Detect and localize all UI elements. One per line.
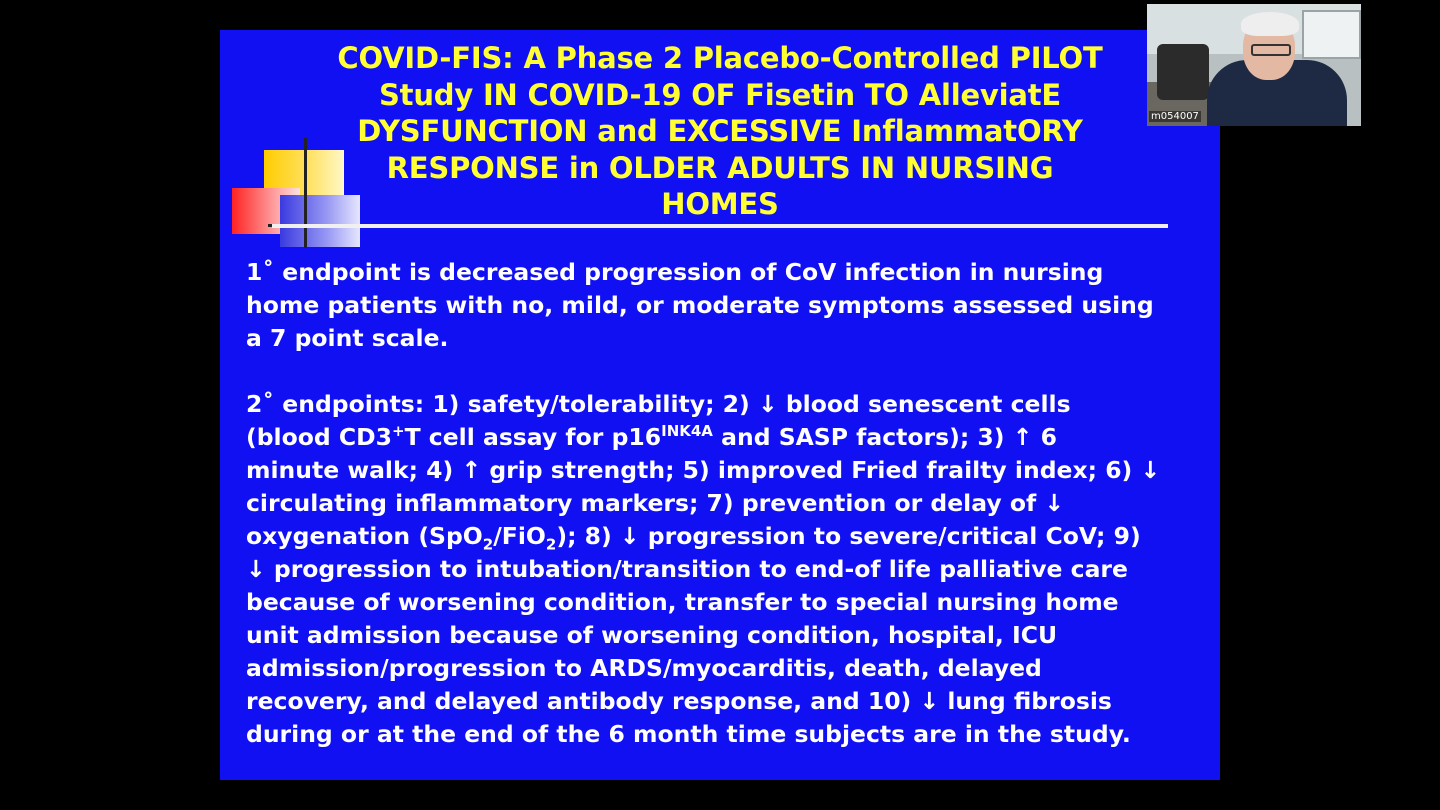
background-chair (1157, 44, 1209, 100)
speaker-glasses (1251, 44, 1291, 56)
secondary-endpoint-line: ↓ progression to intubation/transition to end-of life palliative care (246, 555, 1128, 583)
secondary-endpoint-line: minute walk; 4) ↑ grip strength; 5) improved Fried frailty index; 6) ↓ (246, 456, 1161, 484)
secondary-endpoint-line: 2˚ endpoints: 1) safety/tolerability; 2) ↓ blood senescent cells (246, 390, 1071, 418)
title-line: COVID-FIS: A Phase 2 Placebo-Controlled PILOT (337, 41, 1103, 75)
secondary-endpoint-line: oxygenation (SpO$_2$/FiO$_2$); 8) ↓ progression to severe/critical CoV; 9) (246, 522, 1141, 554)
title-divider (272, 224, 1168, 228)
secondary-endpoint-line: recovery, and delayed antibody response, and 10) ↓ lung fibrosis (246, 687, 1112, 715)
primary-endpoint-line: a 7 point scale. (246, 324, 449, 352)
secondary-endpoint-line: (blood CD3+T cell assay for $p16^{INK4A}$ and SASP factors); 3) ↑ 6 (246, 422, 1057, 451)
primary-endpoint-line: home patients with no, mild, or moderate symptoms assessed using (246, 291, 1154, 319)
slide-title (300, 40, 1140, 223)
presentation-slide (220, 30, 1220, 780)
secondary-endpoint-line: circulating inflammatory markers; 7) prevention or delay of ↓ (246, 489, 1065, 517)
slide-body (246, 256, 1206, 751)
title-line: HOMES (661, 187, 779, 221)
participant-name-label: m054007 (1151, 111, 1199, 122)
secondary-endpoint-line: because of worsening condition, transfer to special nursing home (246, 588, 1119, 616)
background-window (1302, 10, 1361, 59)
title-line: Study IN COVID-19 OF Fisetin TO AlleviatE (379, 77, 1061, 112)
secondary-endpoint-line: during or at the end of the 6 month time subjects are in the study. (246, 720, 1131, 748)
secondary-endpoint-line: admission/progression to ARDS/myocarditis, death, delayed (246, 654, 1042, 682)
title-line: DYSFUNCTION and EXCESSIVE InflammatORY (357, 114, 1083, 148)
secondary-endpoint-line: unit admission because of worsening condition, hospital, ICU (246, 621, 1058, 649)
speaker-hair (1241, 12, 1299, 36)
title-line: RESPONSE in OLDER ADULTS IN NURSING (386, 150, 1054, 185)
primary-endpoint-line: 1˚ endpoint is decreased progression of CoV infection in nursing (246, 258, 1104, 286)
participant-video-tile[interactable] (1147, 4, 1361, 126)
